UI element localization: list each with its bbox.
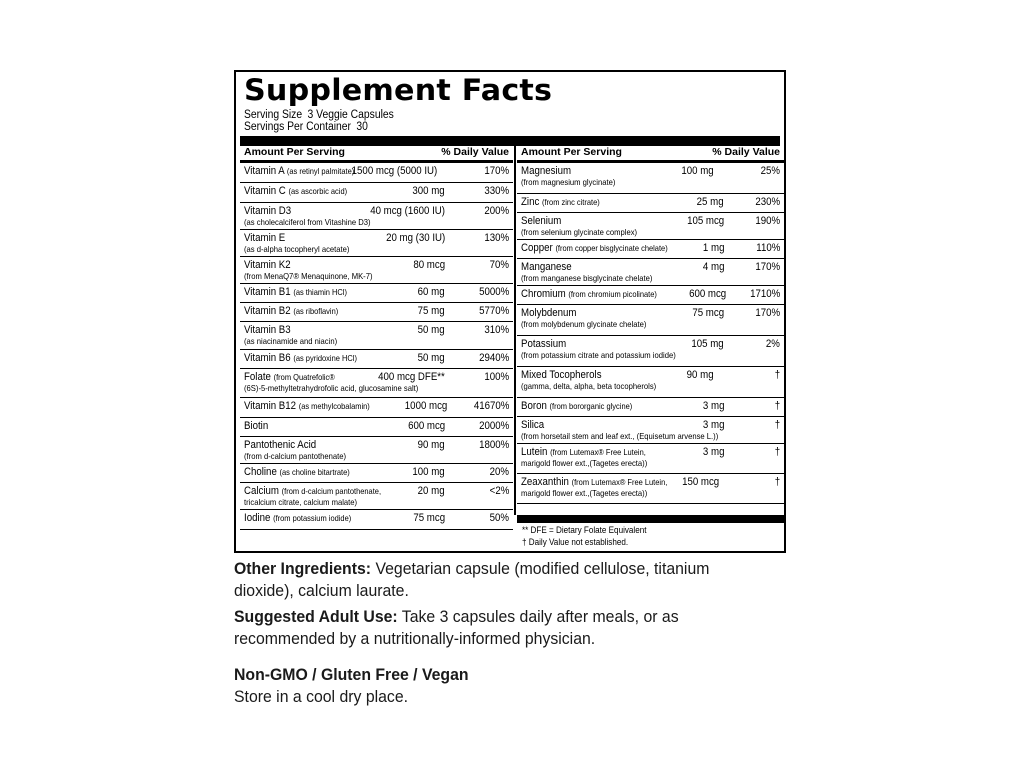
nutrient-source: (as methylcobalamin): [298, 401, 370, 411]
nutrient-name-text: Boron: [521, 400, 547, 412]
serving-size-label: Serving Size: [244, 109, 303, 121]
nutrient-daily-value: 110%: [755, 242, 780, 254]
nutrient-row: [240, 437, 513, 464]
nutrient-row: [240, 398, 513, 418]
nutrient-source: (as pyridoxine HCl): [293, 353, 357, 363]
nutrient-name-text: Silica: [521, 419, 545, 431]
nutrient-name-text: Vitamin B6: [244, 352, 291, 364]
nutrient-name: [244, 305, 338, 317]
nutrient-row: [240, 203, 513, 230]
nutrient-name-text: Vitamin E: [244, 232, 286, 244]
servings-value: 30: [356, 121, 368, 133]
nutrient-daily-value: 130%: [484, 232, 509, 244]
nutrient-daily-value: 330%: [484, 185, 509, 197]
nutrient-name: [521, 196, 600, 208]
nutrient-source: (from Quatrefolic®: [273, 372, 335, 382]
nutrient-source: (from d-calcium pantothenate,: [281, 486, 382, 496]
dv-header: % Daily Value: [441, 146, 509, 158]
nutrient-row: [517, 240, 784, 259]
nutrient-daily-value: 5770%: [478, 305, 509, 317]
nutrient-amount: 300 mg: [412, 185, 445, 197]
nutrient-name-text: Zeaxanthin: [521, 476, 569, 488]
nutrient-name-text: Iodine: [244, 512, 271, 524]
nutrient-amount: 50 mg: [418, 352, 445, 364]
nutrient-row: [240, 322, 513, 350]
nutrient-source: (from Lutemax® Free Lutein,: [571, 477, 668, 487]
nutrient-amount: 150 mcg: [681, 476, 719, 488]
nutrient-name-text: Vitamin A: [244, 165, 285, 177]
nutrient-name: [244, 352, 357, 364]
nutrient-name-text: Molybdenum: [521, 307, 577, 319]
nutrient-name-text: Manganese: [521, 261, 572, 273]
nutrient-daily-value: †: [774, 476, 780, 488]
claims-text: Non-GMO / Gluten Free / Vegan: [234, 665, 469, 684]
nutrient-source: (from zinc citrate): [541, 197, 600, 207]
nutrient-row: [240, 230, 513, 257]
nutrient-name-text: Folate: [244, 371, 271, 383]
footnote-dfe: ** DFE = Dietary Folate Equivalent: [522, 525, 647, 535]
nutrient-daily-value: 190%: [755, 215, 780, 227]
nutrient-name-text: Chromium: [521, 288, 566, 300]
nutrient-row: [517, 213, 784, 240]
nutrient-source: (as riboflavin): [293, 306, 339, 316]
nutrient-name-text: Vitamin B3: [244, 324, 291, 336]
nutrient-form: marigold flower ext.,(Tagetes erecta)): [521, 458, 648, 468]
nutrient-daily-value: 1800%: [478, 439, 509, 451]
nutrient-name-text: Pantothenic Acid: [244, 439, 317, 451]
nutrient-amount: 3 mg: [702, 419, 724, 431]
nutrient-name-text: Vitamin D3: [244, 205, 292, 217]
nutrient-row: [240, 183, 513, 203]
nutrient-daily-value: †: [774, 446, 780, 458]
nutrient-source: (from Lutemax® Free Lutein,: [550, 447, 646, 457]
nutrient-amount: 105 mcg: [686, 215, 724, 227]
nutrient-name: [244, 165, 354, 177]
nutrient-daily-value: 100%: [484, 371, 509, 383]
other-ingredients-label: Other Ingredients:: [234, 559, 372, 578]
nutrient-daily-value: 2%: [766, 338, 780, 350]
nutrient-daily-value: 230%: [755, 196, 780, 208]
nutrient-daily-value: 50%: [489, 512, 509, 524]
nutrient-name: [521, 446, 646, 458]
nutrient-form: (as d-alpha tocopheryl acetate): [244, 244, 350, 254]
thick-separator: [240, 136, 780, 146]
supplement-facts-panel: [234, 70, 786, 553]
nutrient-row: [240, 303, 513, 322]
nutrient-row: [517, 444, 784, 474]
nutrient-name-text: Vitamin C: [244, 185, 286, 197]
nutrient-amount: 90 mg: [418, 439, 445, 451]
nutrient-amount: 75 mcg: [413, 512, 445, 524]
nutrient-daily-value: 2940%: [478, 352, 509, 364]
nutrient-name: [244, 259, 291, 271]
nutrient-daily-value: 200%: [484, 205, 509, 217]
nutrient-name: [521, 369, 602, 381]
nutrient-name-text: Vitamin K2: [244, 259, 291, 271]
nutrient-row: [517, 194, 784, 213]
nutrient-amount: 1000 mcg: [404, 400, 447, 412]
nutrient-daily-value: 170%: [755, 307, 780, 319]
nutrient-name: [521, 261, 572, 273]
nutrient-name-text: Potassium: [521, 338, 567, 350]
right-nutrient-column: [517, 146, 784, 515]
servings-label: Servings Per Container: [244, 121, 352, 133]
nutrient-name-text: Copper: [521, 242, 553, 254]
nutrient-name: [244, 466, 350, 478]
nutrient-form: (from molybdenum glycinate chelate): [521, 319, 647, 329]
nutrient-name: [244, 420, 268, 432]
nutrient-form: (as niacinamide and niacin): [244, 336, 338, 346]
nutrient-form: (from manganese bisglycinate chelate): [521, 273, 653, 283]
nutrient-daily-value: 310%: [484, 324, 509, 336]
nutrient-amount: 3 mg: [702, 400, 724, 412]
nutrient-form: (6S)-5-methyltetrahydrofolic acid, glucosamine salt): [244, 383, 419, 393]
nutrient-amount: 3 mg: [702, 446, 724, 458]
nutrient-amount: 600 mcg: [407, 420, 445, 432]
nutrient-name: [244, 400, 370, 412]
nutrient-name-text: Calcium: [244, 485, 279, 497]
nutrient-form: (from d-calcium pantothenate): [244, 451, 347, 461]
nutrient-form: (gamma, delta, alpha, beta tocopherols): [521, 381, 657, 391]
nutrient-name: [244, 485, 381, 497]
nutrient-row: [240, 464, 513, 483]
nutrient-amount: 100 mg: [412, 466, 445, 478]
nutrient-form: (from MenaQ7® Menaquinone, MK-7): [244, 271, 373, 281]
nutrient-row: [517, 336, 784, 367]
servings-per-container: [244, 121, 368, 134]
nutrient-daily-value: 170%: [755, 261, 780, 273]
nutrient-amount: 100 mg: [681, 165, 714, 177]
nutrient-amount: 25 mg: [697, 196, 724, 208]
nutrient-amount: 600 mcg: [688, 288, 726, 300]
nutrient-form: (from horsetail stem and leaf ext., (Equisetum arvense L.)): [521, 431, 719, 441]
nutrient-form: (from potassium citrate and potassium iodide): [521, 350, 676, 360]
nutrient-amount: 20 mg: [418, 485, 445, 497]
nutrient-name: [521, 338, 566, 350]
footnote-dv: † Daily Value not established.: [522, 537, 629, 547]
nutrient-source: (as thiamin HCl): [293, 287, 347, 297]
nutrient-form: (from magnesium glycinate): [521, 177, 616, 187]
nutrient-name: [244, 512, 351, 524]
nutrient-name: [521, 165, 571, 177]
nutrient-source: (as ascorbic acid): [288, 186, 348, 196]
nutrient-form: tricalcium citrate, calcium malate): [244, 497, 358, 507]
nutrient-row: [240, 284, 513, 303]
nutrient-name-text: Vitamin B12: [244, 400, 297, 412]
other-ingredients: [234, 558, 755, 602]
nutrient-row: [240, 350, 513, 369]
nutrient-daily-value: 170%: [484, 165, 509, 177]
suggested-use: [234, 606, 755, 650]
nutrient-name: [244, 439, 316, 451]
serving-size-value: 3 Veggie Capsules: [307, 109, 394, 121]
nutrient-name: [521, 242, 668, 254]
nutrient-source: (from potassium iodide): [273, 513, 352, 523]
nutrient-row: [517, 259, 784, 286]
nutrient-amount: 1 mg: [702, 242, 724, 254]
nutrient-name-text: Selenium: [521, 215, 562, 227]
nutrient-name: [244, 185, 347, 197]
left-nutrient-column: [240, 146, 513, 530]
nutrient-amount: 1500 mcg (5000 IU): [351, 165, 437, 177]
nutrient-name-text: Vitamin B1: [244, 286, 291, 298]
nutrient-row: [517, 417, 784, 444]
nutrient-amount: 40 mcg (1600 IU): [370, 205, 445, 217]
nutrient-amount: 20 mg (30 IU): [385, 232, 445, 244]
nutrient-daily-value: <2%: [489, 485, 509, 497]
nutrient-daily-value: 2000%: [478, 420, 509, 432]
column-divider: [514, 146, 516, 515]
nutrient-amount: 90 mg: [687, 369, 714, 381]
claims: [234, 664, 755, 686]
nutrient-name: [521, 476, 667, 488]
nutrient-name: [521, 288, 657, 300]
nutrient-name: [244, 324, 291, 336]
suggested-use-text: Take 3 capsules daily after meals, or as recommended by a nutritionally-informed physician.: [234, 607, 679, 648]
column-header: [240, 146, 513, 163]
nutrient-form: marigold flower ext.,(Tagetes erecta)): [521, 488, 648, 498]
nutrient-row: [517, 163, 784, 194]
column-header: [517, 146, 784, 163]
nutrient-daily-value: 5000%: [478, 286, 509, 298]
dv-header: % Daily Value: [712, 146, 780, 158]
nutrient-daily-value: †: [774, 369, 780, 381]
nutrient-amount: 75 mg: [418, 305, 445, 317]
nutrient-source: (as retinyl palmitate): [286, 166, 355, 176]
other-ingredients-text: Vegetarian capsule (modified cellulose, titanium dioxide), calcium laurate.: [234, 559, 710, 600]
nutrient-daily-value: †: [774, 400, 780, 412]
nutrient-name-text: Lutein: [521, 446, 548, 458]
nutrient-form: (from selenium glycinate complex): [521, 227, 638, 237]
amount-header: Amount Per Serving: [244, 146, 345, 158]
nutrient-form: (as cholecalciferol from Vitashine D3): [244, 217, 371, 227]
nutrient-row: [240, 369, 513, 398]
nutrient-source: (from chromium picolinate): [568, 289, 657, 299]
nutrient-source: (from bororganic glycine): [549, 401, 633, 411]
nutrient-row: [517, 398, 784, 417]
nutrient-row: [517, 305, 784, 336]
nutrient-name-text: Biotin: [244, 420, 269, 432]
nutrient-name-text: Vitamin B2: [244, 305, 291, 317]
nutrient-name: [244, 286, 347, 298]
nutrient-name: [521, 307, 576, 319]
nutrient-daily-value: 1710%: [749, 288, 780, 300]
nutrient-source: (from copper bisglycinate chelate): [555, 243, 668, 253]
nutrient-amount: 60 mg: [418, 286, 445, 298]
amount-header: Amount Per Serving: [521, 146, 622, 158]
nutrient-amount: 80 mcg: [413, 259, 445, 271]
nutrient-name-text: Mixed Tocopherols: [521, 369, 602, 381]
nutrient-amount: 105 mg: [691, 338, 724, 350]
nutrient-daily-value: 20%: [489, 466, 509, 478]
nutrient-daily-value: 70%: [489, 259, 509, 271]
nutrient-row: [240, 483, 513, 510]
nutrient-amount: 400 mcg DFE**: [378, 371, 445, 383]
nutrient-name-text: Zinc: [521, 196, 540, 208]
nutrient-name: [244, 371, 335, 383]
bottom-separator: [517, 515, 784, 523]
nutrient-row: [517, 367, 784, 398]
nutrient-row: [240, 510, 513, 530]
panel-title: Supplement Facts: [244, 73, 553, 107]
nutrient-name: [521, 215, 561, 227]
nutrient-name-text: Magnesium: [521, 165, 572, 177]
nutrient-row: [517, 286, 784, 305]
nutrient-row: [240, 418, 513, 437]
nutrient-amount: 4 mg: [702, 261, 724, 273]
nutrient-name: [521, 400, 632, 412]
nutrient-source: (as choline bitartrate): [279, 467, 350, 477]
nutrient-daily-value: 41670%: [473, 400, 509, 412]
nutrient-name-text: Choline: [244, 466, 277, 478]
nutrient-name: [521, 419, 544, 431]
nutrient-row: [240, 257, 513, 284]
nutrient-row: [517, 474, 784, 504]
nutrient-daily-value: †: [774, 419, 780, 431]
nutrient-row: [240, 163, 513, 183]
suggested-use-label: Suggested Adult Use:: [234, 607, 398, 626]
storage-instructions: Store in a cool dry place.: [234, 687, 409, 706]
nutrient-name: [244, 232, 285, 244]
nutrient-amount: 50 mg: [418, 324, 445, 336]
nutrient-amount: 75 mcg: [692, 307, 724, 319]
nutrient-daily-value: 25%: [760, 165, 780, 177]
nutrient-name: [244, 205, 291, 217]
